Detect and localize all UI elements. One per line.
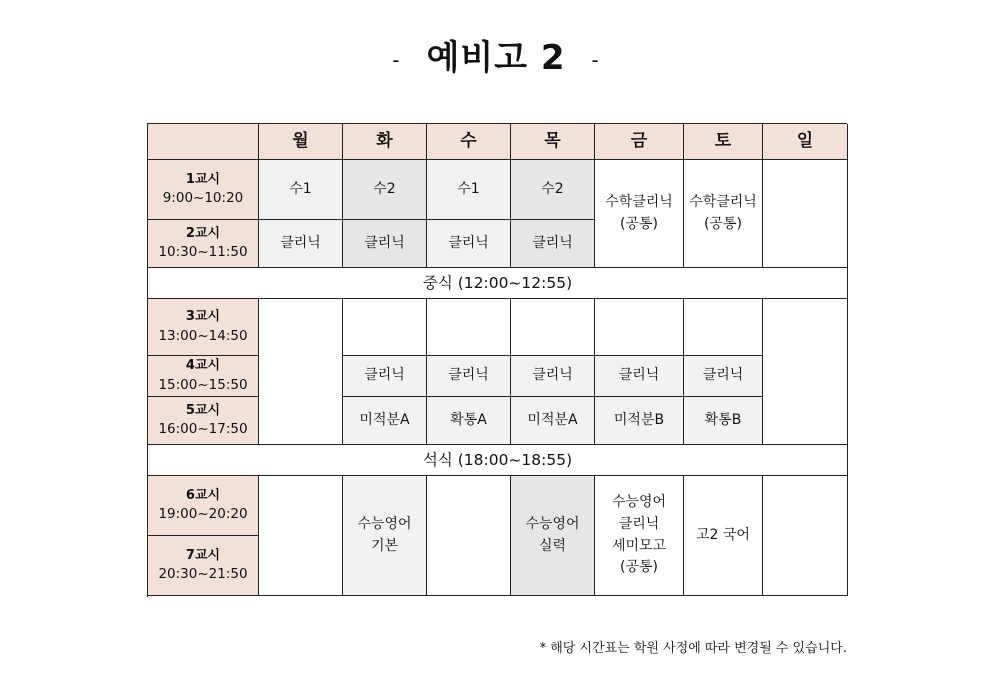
empty-cell: [511, 299, 595, 356]
class-cell-math-clinic-fri: [595, 160, 684, 268]
class-cell: 클리닉: [259, 220, 343, 268]
period-time: 15:00~15:50: [158, 376, 248, 393]
title-dash-left: -: [392, 47, 401, 72]
class-cell-korean: 고2 국어: [684, 476, 763, 596]
period-name: 4교시: [185, 358, 221, 374]
period-time: 13:00~14:50: [158, 327, 248, 344]
day-header-tue: 화: [343, 124, 427, 160]
class-line: 기본: [370, 537, 399, 554]
period-name: 5교시: [185, 402, 221, 418]
day-header-thu: 목: [511, 124, 595, 160]
class-cell: 미적분A: [343, 397, 427, 445]
class-line: 실력: [538, 537, 567, 554]
empty-cell-sun: [763, 476, 848, 596]
timetable: [147, 123, 847, 597]
empty-cell-mon: [259, 476, 343, 596]
page-title: [0, 30, 992, 79]
empty-cell: [595, 299, 684, 356]
class-cell-english-basic: [343, 476, 427, 596]
title-text: 예비고 2: [426, 38, 566, 78]
class-cell: 수1: [427, 160, 511, 220]
class-cell: 수2: [343, 160, 427, 220]
class-cell: 클리닉: [427, 356, 511, 397]
day-header-wed: 수: [427, 124, 511, 160]
class-line: 수학클리닉: [605, 193, 673, 210]
period-time: 9:00~10:20: [162, 190, 244, 207]
period-4-label: [148, 356, 259, 397]
empty-cell-sun: [763, 160, 848, 268]
class-line: (공통): [620, 559, 658, 576]
period-7-label: [148, 536, 259, 596]
class-cell-math-clinic-sat: [684, 160, 763, 268]
class-cell: 수2: [511, 160, 595, 220]
class-line: 수학클리닉: [689, 193, 757, 210]
corner-cell: [148, 124, 259, 160]
period-time: 10:30~11:50: [158, 244, 248, 261]
class-cell: 클리닉: [595, 356, 684, 397]
period-name: 1교시: [185, 171, 221, 187]
footnote: * 해당 시간표는 학원 사정에 따라 변경될 수 있습니다.: [539, 641, 847, 656]
day-header-sun: 일: [763, 124, 848, 160]
period-3-label: [148, 299, 259, 356]
class-cell: 클리닉: [343, 220, 427, 268]
class-cell: 클리닉: [511, 356, 595, 397]
period-1-label: [148, 160, 259, 220]
period-5-label: [148, 397, 259, 445]
class-cell: 클리닉: [427, 220, 511, 268]
class-line: 클리닉: [618, 515, 660, 532]
period-name: 3교시: [185, 309, 221, 325]
period-2-label: [148, 220, 259, 268]
empty-cell: [684, 299, 763, 356]
class-cell: 클리닉: [511, 220, 595, 268]
period-time: 16:00~17:50: [158, 421, 248, 438]
empty-cell-sun: [763, 299, 848, 445]
title-dash-right: -: [591, 47, 600, 72]
dinner-break-row: 석식 (18:00~18:55): [148, 445, 848, 476]
class-cell-english-advanced: [511, 476, 595, 596]
period-name: 7교시: [185, 547, 221, 563]
class-cell: 클리닉: [343, 356, 427, 397]
day-header-mon: 월: [259, 124, 343, 160]
class-line: 세미모고: [611, 537, 667, 554]
class-cell: 미적분B: [595, 397, 684, 445]
period-6-label: [148, 476, 259, 536]
class-cell: 확통A: [427, 397, 511, 445]
lunch-break-row: 중식 (12:00~12:55): [148, 268, 848, 299]
period-name: 2교시: [185, 225, 221, 241]
class-line: 수능영어: [525, 515, 580, 532]
period-time: 19:00~20:20: [158, 506, 248, 523]
empty-cell-mon: [259, 299, 343, 445]
class-line: 수능영어: [357, 515, 412, 532]
class-cell: 미적분A: [511, 397, 595, 445]
empty-cell-wed: [427, 476, 511, 596]
class-line: (공통): [620, 215, 658, 232]
class-line: (공통): [704, 215, 742, 232]
period-name: 6교시: [185, 487, 221, 503]
class-cell: 수1: [259, 160, 343, 220]
day-header-fri: 금: [595, 124, 684, 160]
empty-cell: [343, 299, 427, 356]
class-line: 수능영어: [611, 494, 667, 511]
class-cell-english-clinic: [595, 476, 684, 596]
day-header-sat: 토: [684, 124, 763, 160]
period-time: 20:30~21:50: [158, 566, 248, 583]
empty-cell: [427, 299, 511, 356]
class-cell: 클리닉: [684, 356, 763, 397]
class-cell: 확통B: [684, 397, 763, 445]
